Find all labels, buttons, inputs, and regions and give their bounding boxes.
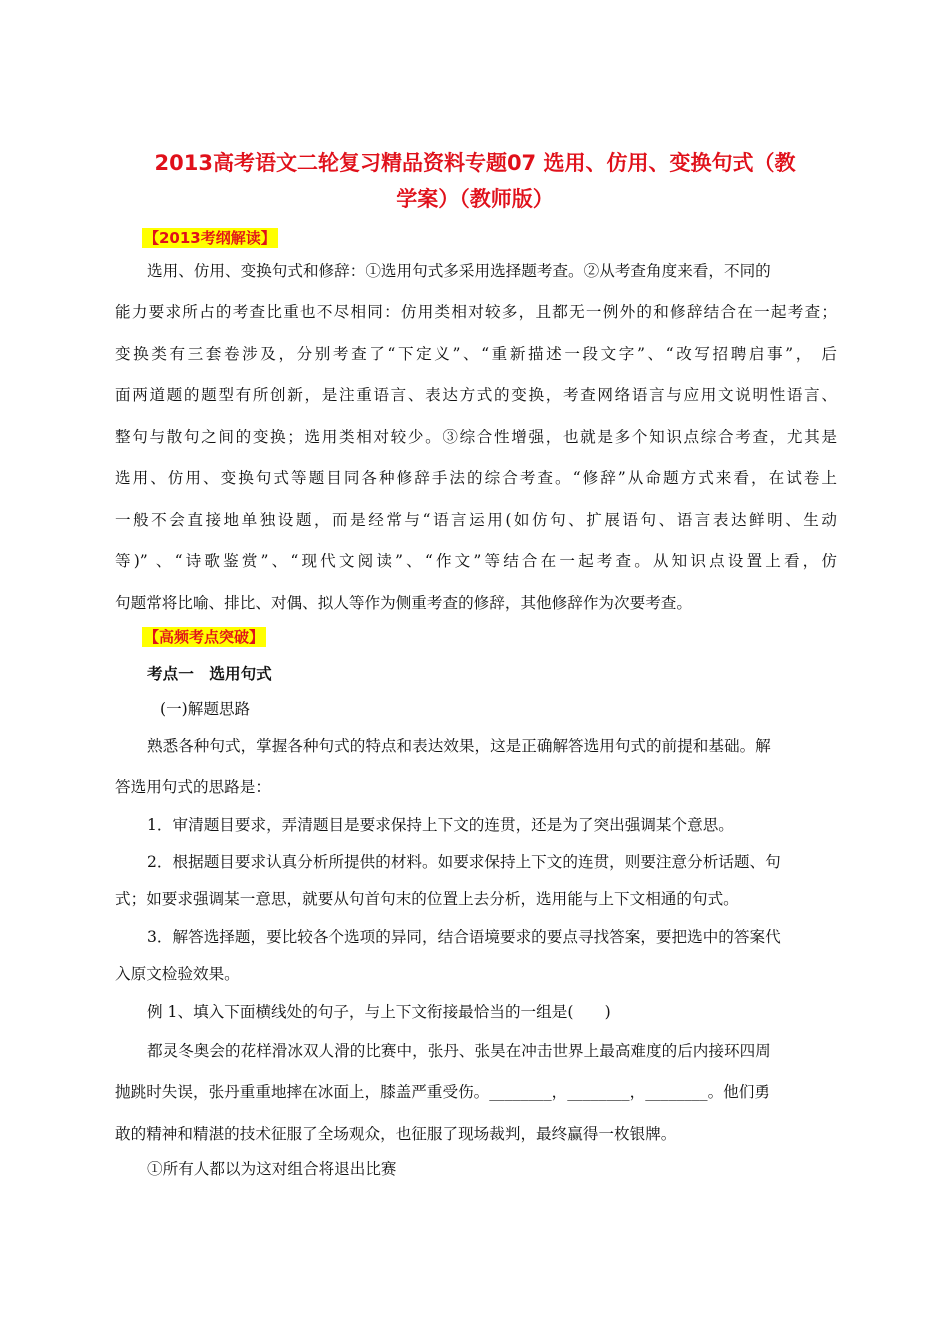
paragraph-line: 面两道题的题型有所创新，是注重语言、表达方式的变换，考查网络语言与应用文说明性语言、: [115, 386, 837, 404]
paragraph-line: 2．根据题目要求认真分析所提供的材料。如要求保持上下文的连贯，则要注意分析话题、句: [147, 853, 781, 871]
document-title-line-2: 学案）（教师版）: [396, 187, 554, 211]
paragraph-line: 句题常将比喻、排比、对偶、拟人等作为侧重考查的修辞，其他修辞作为次要考查。: [115, 594, 692, 612]
section-tag-syllabus: 【2013考纲解读】: [144, 229, 276, 247]
paragraph-line: 整句与散句之间的变换；选用类相对较少。③综合性增强，也就是多个知识点综合考查，尤其是: [115, 428, 837, 446]
paragraph-line: 熟悉各种句式，掌握各种句式的特点和表达效果，这是正确解答选用句式的前提和基础。解: [147, 737, 771, 755]
paragraph-line: 变换类有三套卷涉及，分别考查了“下定义”、“重新描述一段文字”、“改写招聘启事”， 后: [115, 345, 837, 363]
paragraph-line: 都灵冬奥会的花样滑冰双人滑的比赛中，张丹、张昊在冲击世界上最高难度的后内接环四周: [147, 1042, 771, 1060]
paragraph-line: 答选用句式的思路是：: [115, 778, 271, 796]
paragraph-line: 3．解答选择题，要比较各个选项的异同，结合语境要求的要点寻找答案，要把选中的答案代: [147, 928, 781, 946]
paragraph-line: 能力要求所占的考查比重也不尽相同：仿用类相对较多，且都无一例外的和修辞结合在一起考查；: [115, 303, 837, 321]
example-question-line: 例 1、填入下面横线处的句子，与上下文衔接最恰当的一组是( ): [147, 1003, 611, 1021]
paragraph-line: 选用、仿用、变换句式和修辞：①选用句式多采用选择题考查。②从考查角度来看，不同的: [147, 262, 771, 280]
paragraph-line: 1．审清题目要求，弄清题目是要求保持上下文的连贯，还是为了突出强调某个意思。: [147, 816, 734, 834]
paragraph-line: 入原文检验效果。: [115, 965, 240, 983]
paragraph-line: 选用、仿用、变换句式等题目同各种修辞手法的综合考查。“修辞”从命题方式来看，在试卷上: [115, 469, 837, 487]
paragraph-line: 敢的精神和精湛的技术征服了全场观众，也征服了现场裁判，最终赢得一枚银牌。: [115, 1125, 677, 1143]
paragraph-line: 一般不会直接地单独设题，而是经常与“语言运用(如仿句、扩展语句、语言表达鲜明、生动: [115, 511, 837, 529]
paragraph-line: 式；如要求强调某一意思，就要从句首句末的位置上去分析，选用能与上下文相通的句式。: [115, 890, 739, 908]
document-title-line-1: 2013高考语文二轮复习精品资料专题07 选用、仿用、变换句式（教: [154, 151, 796, 175]
option-line: ①所有人都以为这对组合将退出比赛: [147, 1160, 397, 1178]
section-heading: 考点一 选用句式: [147, 665, 272, 683]
section-tag-key-points: 【高频考点突破】: [144, 628, 265, 646]
paragraph-line: 抛跳时失误，张丹重重地摔在冰面上，膝盖严重受伤。________，________，________。他们勇: [115, 1083, 770, 1101]
subsection-heading: (一)解题思路: [160, 700, 251, 718]
paragraph-line: 等)” 、“诗歌鉴赏”、“现代文阅读”、“作文”等结合在一起考查。从知识点设置上看，仿: [115, 552, 837, 570]
